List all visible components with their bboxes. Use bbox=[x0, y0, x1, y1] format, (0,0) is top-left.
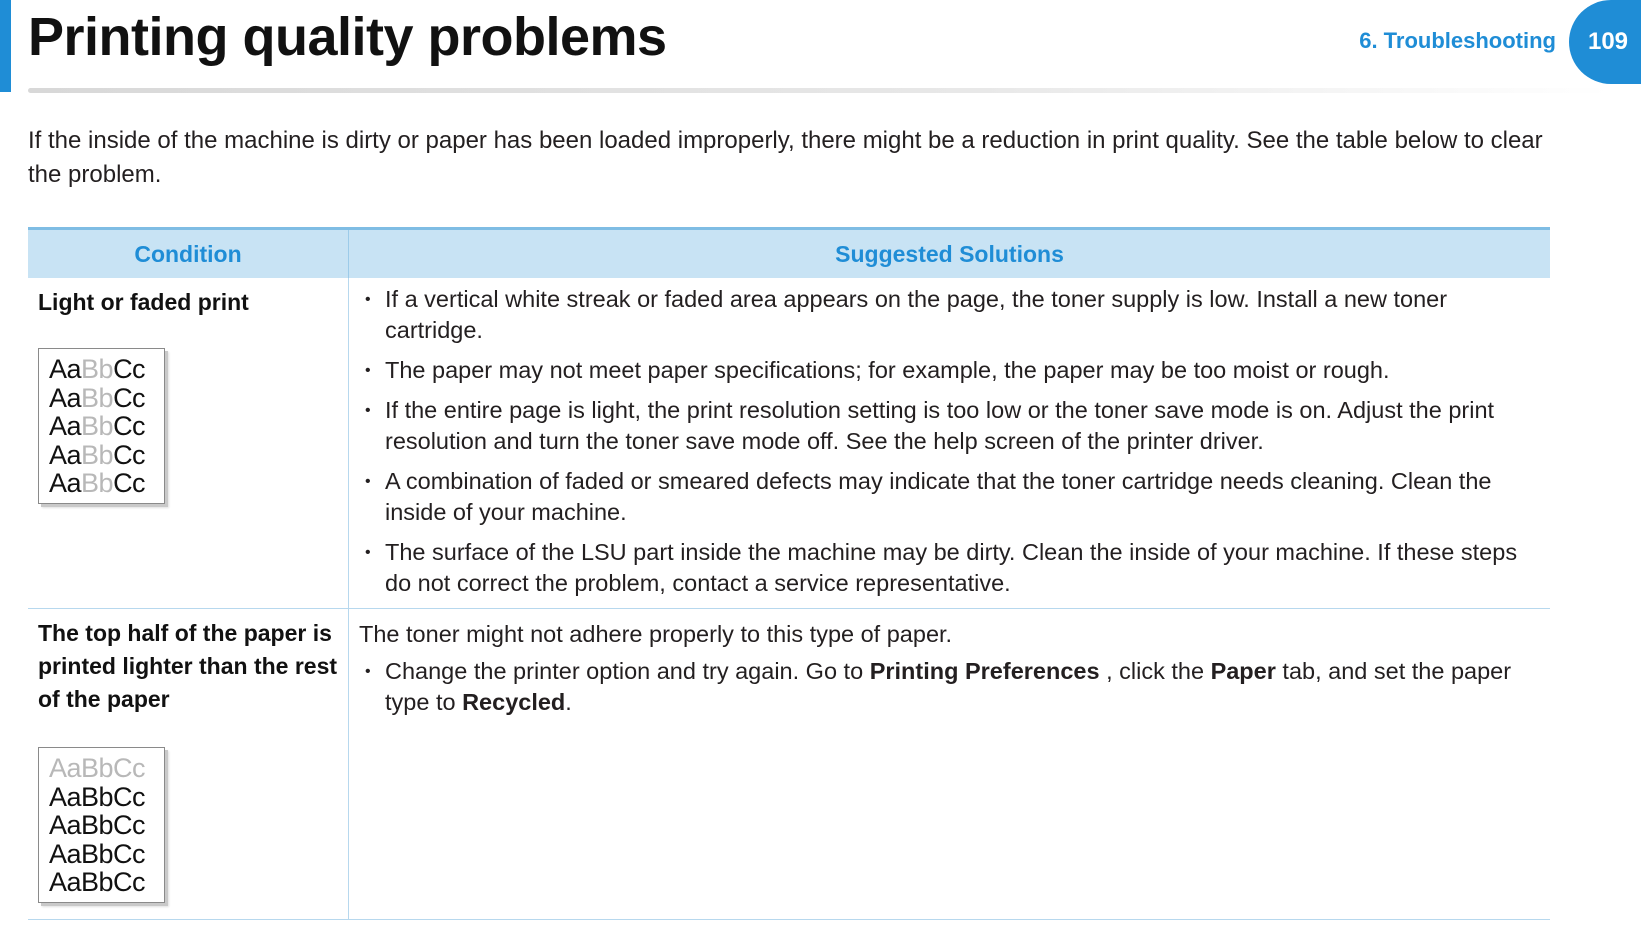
page-number-badge bbox=[1569, 0, 1641, 84]
page-number: 109 bbox=[1587, 28, 1629, 55]
bullet-icon: • bbox=[365, 544, 371, 561]
sample-line: AaBbCc bbox=[49, 838, 146, 869]
page-title: Printing quality problems bbox=[28, 7, 667, 67]
bullet-icon: • bbox=[365, 663, 371, 680]
paper-tab-term: Paper bbox=[1210, 658, 1276, 684]
sample-line: AaBbCc bbox=[49, 411, 146, 441]
solutions-cell bbox=[349, 609, 1551, 920]
sample-line: AaBbCc bbox=[49, 781, 146, 812]
solutions-cell bbox=[349, 278, 1551, 609]
list-item: • The paper may not meet paper specifications; for example, the paper may be too moist or rough. bbox=[357, 355, 1542, 386]
bullet-icon: • bbox=[365, 291, 371, 308]
condition-cell bbox=[28, 609, 349, 920]
header-suggested-solutions: Suggested Solutions bbox=[349, 229, 1551, 279]
faded-print-sample-image bbox=[38, 348, 165, 504]
sample-line: AaBbCc bbox=[49, 867, 146, 897]
print-quality-table bbox=[28, 227, 1550, 920]
condition-cell bbox=[28, 278, 349, 609]
solutions-list bbox=[357, 284, 1542, 599]
sample-line: AaBbCc bbox=[49, 753, 146, 783]
list-item: • Change the printer option and try again. Go to Printing Preferences , click the Paper tab, and set the paper type to Recycled. bbox=[365, 658, 1512, 715]
condition-label: Light or faded print bbox=[38, 289, 249, 315]
chapter-label: 6. Troubleshooting bbox=[1359, 28, 1556, 53]
sample-line: AaBbCc bbox=[49, 468, 146, 498]
sample-line: AaBbCc bbox=[49, 382, 146, 413]
table-row bbox=[28, 278, 1550, 609]
bullet-icon: • bbox=[365, 362, 371, 379]
list-item: • The surface of the LSU part inside the machine may be dirty. Clean the inside of your machine. If these steps do not correct the problem, contact a service representative. bbox=[365, 539, 1518, 596]
header-condition: Condition bbox=[28, 229, 349, 279]
sample-line: AaBbCc bbox=[49, 354, 146, 384]
printing-preferences-term: Printing Preferences bbox=[869, 658, 1100, 684]
top-half-light-sample-image bbox=[38, 747, 165, 903]
solutions-list bbox=[357, 656, 1542, 718]
title-divider bbox=[28, 88, 1611, 93]
intro-paragraph: If the inside of the machine is dirty or paper has been loaded improperly, there might be a reduction in print quality. See the table below to clear the problem. bbox=[28, 127, 1543, 188]
solution-intro: The toner might not adhere properly to this type of paper. bbox=[359, 621, 953, 647]
bullet-icon: • bbox=[365, 473, 371, 490]
table-row bbox=[28, 609, 1550, 920]
list-item: • A combination of faded or smeared defects may indicate that the toner cartridge needs cleaning. Clean the inside of your machine. bbox=[365, 468, 1492, 525]
list-item: • If a vertical white streak or faded area appears on the page, the toner supply is low. Install a new toner cartridge. bbox=[365, 286, 1448, 343]
sample-line: AaBbCc bbox=[49, 439, 146, 470]
sample-line: AaBbCc bbox=[49, 810, 146, 840]
title-accent-bar bbox=[0, 0, 11, 92]
recycled-term: Recycled bbox=[462, 689, 566, 715]
bullet-icon: • bbox=[365, 402, 371, 419]
condition-label: The top half of the paper is printed lighter than the rest of the paper bbox=[38, 620, 338, 712]
list-item: • If the entire page is light, the print resolution setting is too low or the toner save mode is on. Adjust the print resolution and turn the toner save mode off. See the help screen of the printer driver. bbox=[365, 397, 1495, 454]
table-header-row bbox=[28, 229, 1550, 279]
